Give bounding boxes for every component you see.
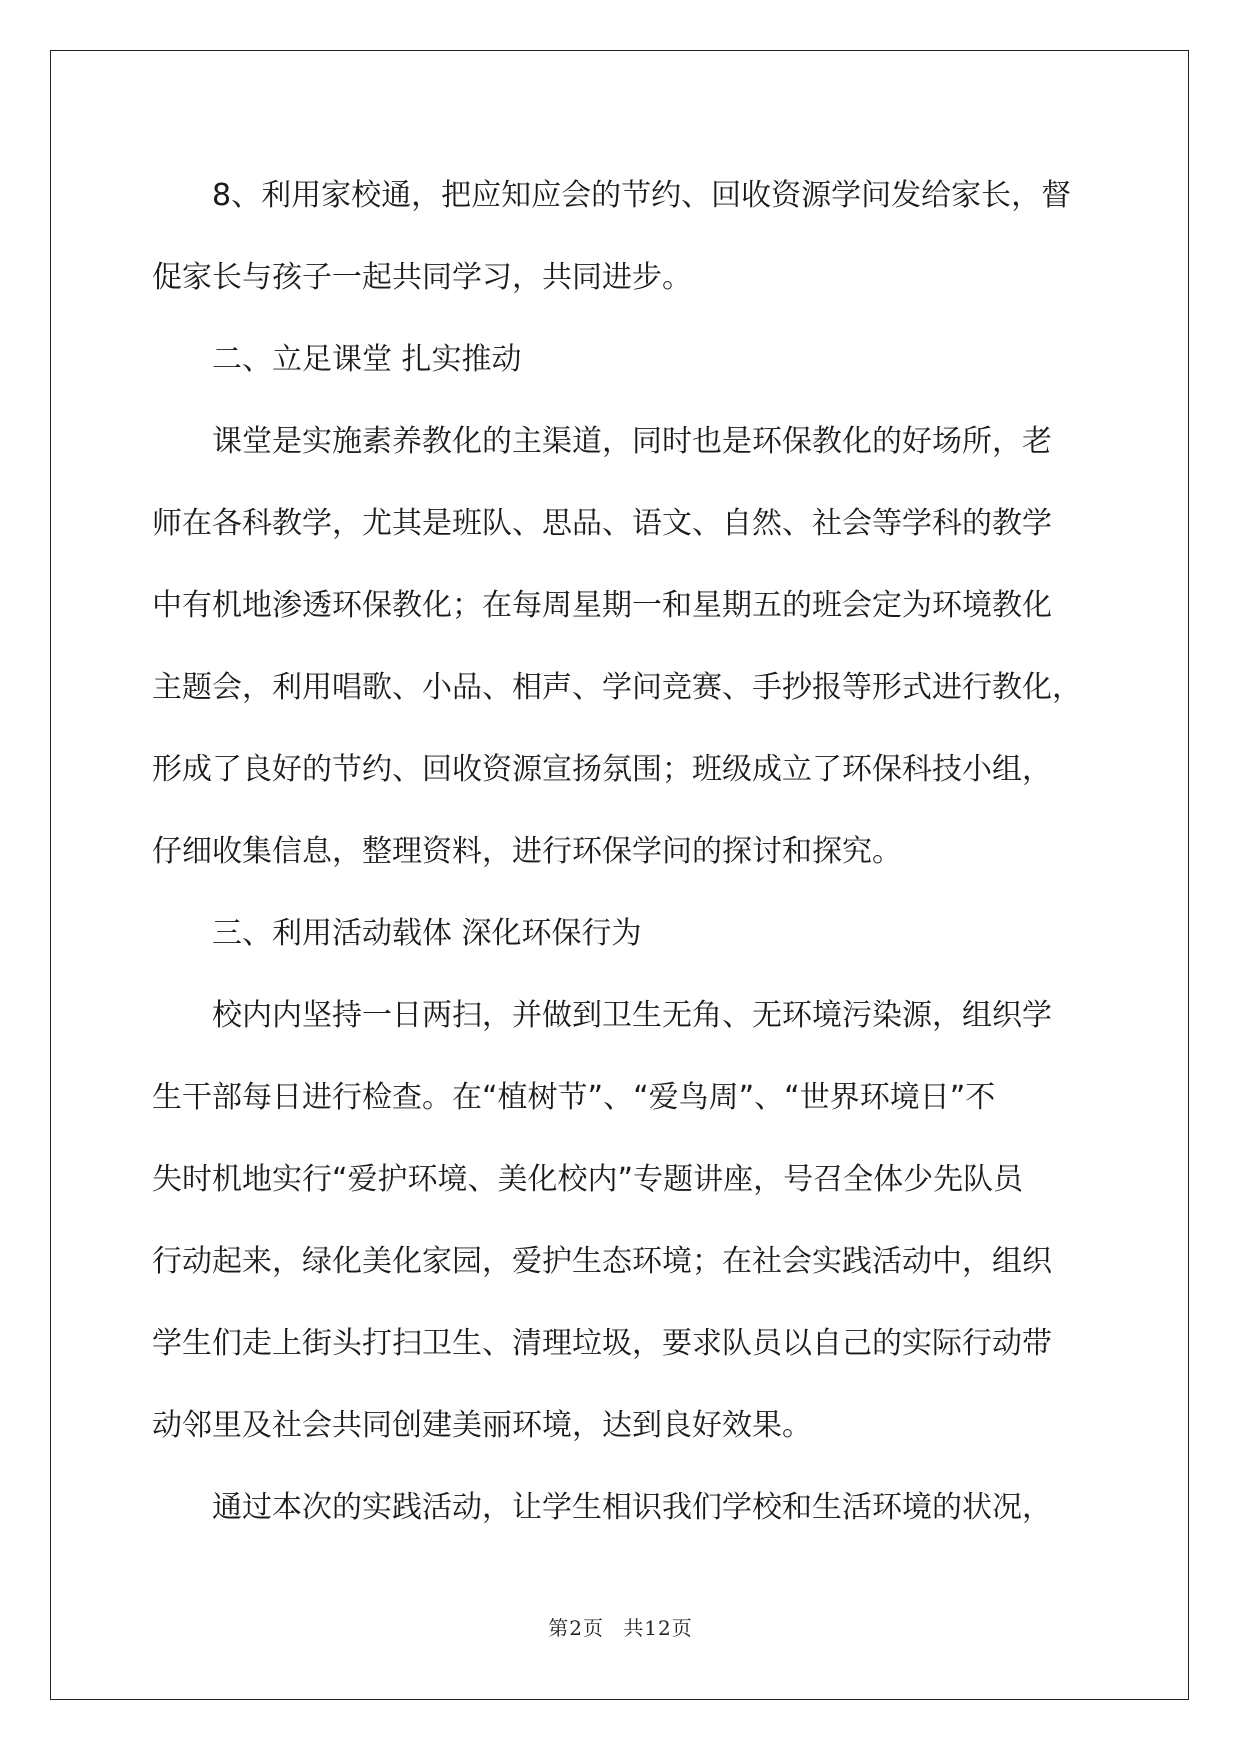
text-line: 主题会，利用唱歌、小品、相声、学问竞赛、手抄报等形式进行教化， (152, 670, 1082, 705)
page-footer (0, 1612, 1241, 1641)
text-line: 师在各科教学，尤其是班队、思品、语文、自然、社会等学科的教学 (152, 506, 1052, 541)
section-heading (152, 319, 1102, 401)
text-line: 失时机地实行“爱护环境、美化校内”专题讲座，号召全体少先队员 (152, 1162, 1024, 1197)
text-line: 校内内坚持一日两扫，并做到卫生无角、无环境污染源，组织学 (212, 998, 1052, 1033)
text-line: 学生们走上街头打扫卫生、清理垃圾，要求队员以自己的实际行动带 (152, 1326, 1052, 1361)
text-line: 仔细收集信息，整理资料，进行环保学问的探讨和探究。 (152, 834, 902, 869)
text-line: 形成了良好的节约、回收资源宣扬氛围；班级成立了环保科技小组， (152, 752, 1052, 787)
document-body (152, 155, 1102, 1549)
text-line: 生干部每日进行检查。在“植树节”、“爱鸟周”、“世界环境日”不 (152, 1080, 996, 1115)
section-heading-text: 二、立足课堂 扎实推动 (212, 342, 522, 377)
text-line: 通过本次的实践活动，让学生相识我们学校和生活环境的状况， (212, 1490, 1052, 1525)
text-line: 课堂是实施素养教化的主渠道，同时也是环保教化的好场所，老 (212, 424, 1052, 459)
page-number: 第2页 (548, 1616, 604, 1640)
text-line: 8、利用家校通，把应知应会的节约、回收资源学问发给家长，督 (212, 178, 1072, 213)
text-line: 中有机地渗透环保教化；在每周星期一和星期五的班会定为环境教化 (152, 588, 1052, 623)
section-heading (152, 893, 1102, 975)
paragraph (152, 975, 1102, 1467)
text-line: 行动起来，绿化美化家园，爱护生态环境；在社会实践活动中，组织 (152, 1244, 1052, 1279)
paragraph (152, 401, 1102, 893)
text-line: 促家长与孩子一起共同学习，共同进步。 (152, 260, 692, 295)
paragraph (152, 1467, 1102, 1549)
section-heading-text: 三、利用活动载体 深化环保行为 (212, 916, 642, 951)
page-total: 共12页 (623, 1616, 693, 1640)
paragraph (152, 155, 1102, 319)
text-line: 动邻里及社会共同创建美丽环境，达到良好效果。 (152, 1408, 812, 1443)
